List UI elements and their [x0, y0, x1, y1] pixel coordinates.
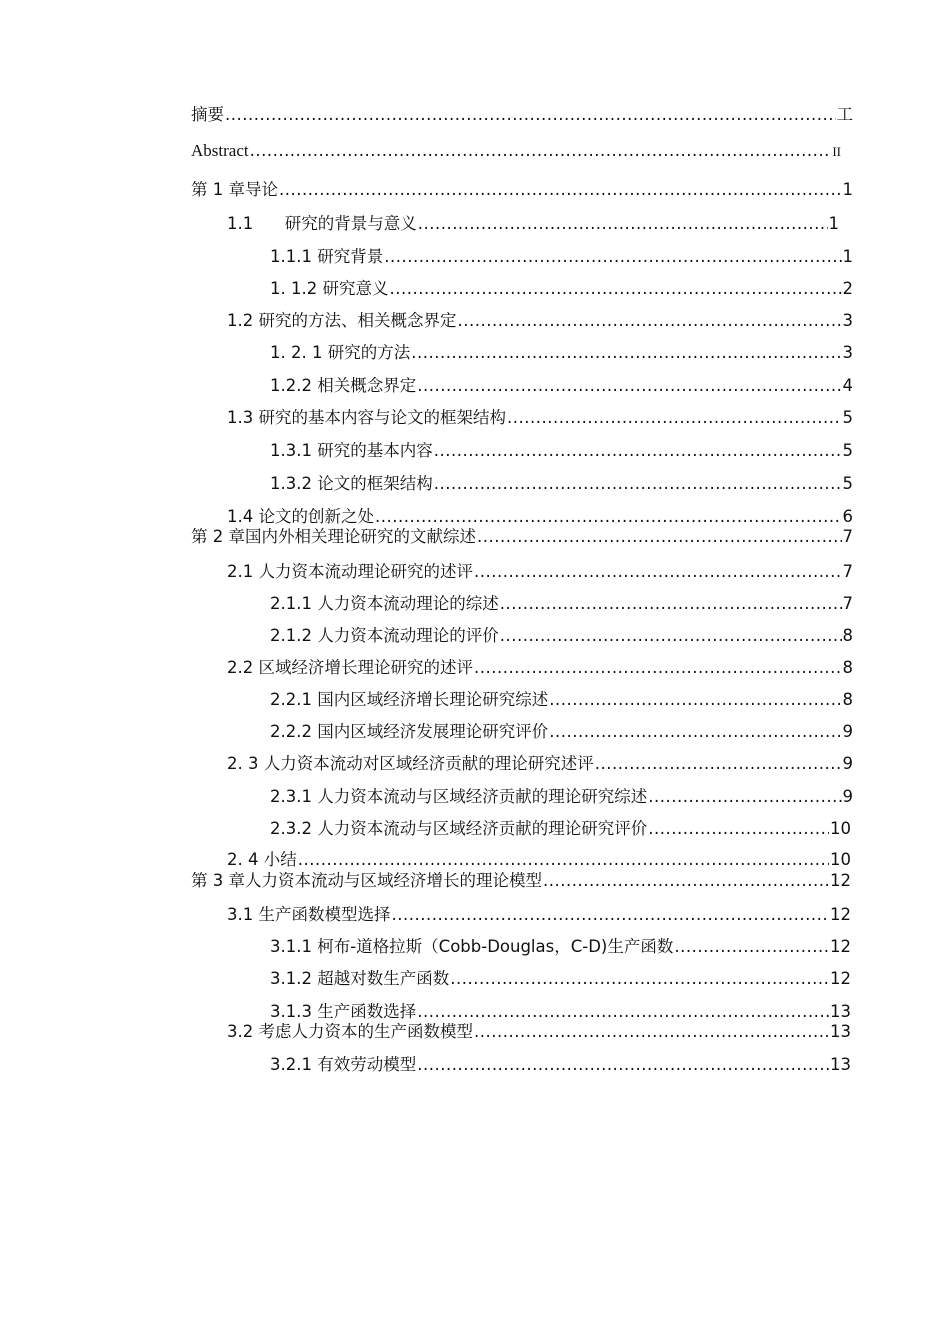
toc-title: 1. 1.2 研究意义 — [270, 279, 389, 298]
toc-entry-1-2[interactable] — [227, 310, 853, 332]
toc-entry-2-2-2[interactable] — [270, 721, 853, 743]
toc-page-number: 10 — [830, 850, 851, 869]
toc-leader — [674, 936, 829, 958]
toc-entry-1-3-1[interactable] — [270, 440, 853, 462]
toc-page-number: 12 — [830, 871, 851, 890]
toc-entry-chapter-1[interactable] — [191, 179, 853, 201]
toc-title: 第 3 章人力资本流动与区域经济增长的理论模型 — [191, 871, 542, 890]
toc-page-number: 12 — [830, 905, 851, 924]
toc-leader — [418, 213, 828, 235]
toc-entry-1-2-1[interactable] — [270, 342, 853, 364]
toc-page-number: 9 — [842, 787, 853, 806]
toc-page-number: 9 — [842, 722, 853, 741]
toc-title: 1.4 论文的创新之处 — [227, 507, 374, 526]
toc-leader — [375, 506, 842, 528]
toc-leader — [474, 657, 842, 679]
toc-entry-3-2[interactable] — [227, 1021, 851, 1043]
toc-title: 2. 4 小结 — [227, 850, 297, 869]
toc-entry-1-3-2[interactable] — [270, 473, 853, 495]
toc-entry-2-1-2[interactable] — [270, 625, 853, 647]
toc-entry-1-1-2[interactable] — [270, 278, 853, 300]
toc-page-number: 8 — [842, 690, 853, 709]
toc-entry-2-1[interactable] — [227, 561, 853, 583]
toc-page-number: 3 — [842, 343, 853, 362]
toc-title: 2.1.2 人力资本流动理论的评价 — [270, 626, 499, 645]
toc-page-number: 2 — [842, 279, 853, 298]
toc-leader — [411, 342, 841, 364]
toc-entry-2-3-2[interactable] — [270, 818, 851, 840]
toc-title: 1. 2. 1 研究的方法 — [270, 343, 411, 362]
toc-title: 1.3 研究的基本内容与论文的框架结构 — [227, 408, 506, 427]
toc-title: 1.1.1 研究背景 — [270, 247, 384, 266]
toc-entry-2-4[interactable] — [227, 849, 851, 871]
toc-page-number: 5 — [842, 441, 853, 460]
toc-leader — [500, 593, 842, 615]
toc-title: 3.2 考虑人力资本的生产函数模型 — [227, 1022, 473, 1041]
toc-leader — [474, 1021, 829, 1043]
toc-leader — [279, 179, 842, 201]
toc-entry-2-2-1[interactable] — [270, 689, 853, 711]
toc-page-number: 13 — [830, 1002, 851, 1021]
toc-title: 2.1 人力资本流动理论研究的述评 — [227, 562, 473, 581]
toc-leader — [549, 721, 841, 743]
toc-entry-3-2-1[interactable] — [270, 1054, 851, 1076]
toc-title: 1.1 研究的背景与意义 — [227, 214, 417, 233]
toc-leader — [225, 104, 836, 126]
toc-title: 第 1 章导论 — [191, 180, 278, 199]
toc-entry-1-3[interactable] — [227, 407, 853, 429]
toc-leader — [477, 526, 842, 548]
toc-title: 1.3.2 论文的框架结构 — [270, 474, 433, 493]
toc-entry-chapter-2[interactable] — [191, 526, 853, 548]
toc-leader — [648, 818, 829, 840]
toc-page-number: 12 — [830, 969, 851, 988]
toc-title: 3.2.1 有效劳动模型 — [270, 1055, 417, 1074]
toc-page-number: 7 — [842, 594, 853, 613]
toc-page-number: 13 — [830, 1022, 851, 1041]
toc-title: 2. 3 人力资本流动对区域经济贡献的理论研究述评 — [227, 754, 594, 773]
toc-entry-1-4[interactable] — [227, 506, 853, 528]
toc-leader — [434, 440, 842, 462]
toc-entry-3-1-2[interactable] — [270, 968, 851, 990]
toc-page-number: 7 — [842, 562, 853, 581]
toc-page-number: 6 — [842, 507, 853, 526]
toc-page-number: 5 — [842, 408, 853, 427]
toc-leader — [450, 968, 829, 990]
toc-leader — [417, 375, 841, 397]
toc-page-number: 1 — [842, 180, 853, 199]
toc-leader — [543, 870, 829, 892]
toc-title: 3.1 生产函数模型选择 — [227, 905, 391, 924]
toc-entry-2-1-1[interactable] — [270, 593, 853, 615]
toc-leader — [507, 407, 842, 429]
toc-leader — [595, 753, 842, 775]
toc-leader — [384, 246, 841, 268]
toc-page-number: II — [832, 144, 841, 159]
toc-page-number: 5 — [842, 474, 853, 493]
toc-entry-3-1-1[interactable] — [270, 936, 851, 958]
toc-title: 2.3.2 人力资本流动与区域经济贡献的理论研究评价 — [270, 819, 648, 838]
toc-title: 2.1.1 人力资本流动理论的综述 — [270, 594, 499, 613]
toc-page-number: 12 — [830, 937, 851, 956]
toc-page-number: 8 — [842, 626, 853, 645]
toc-leader — [389, 278, 841, 300]
toc-title: Abstract — [191, 141, 249, 160]
toc-page-number: 8 — [842, 658, 853, 677]
toc-title: 第 2 章国内外相关理论研究的文献综述 — [191, 527, 476, 546]
toc-title: 3.1.3 生产函数选择 — [270, 1002, 417, 1021]
toc-entry-3-1-3[interactable] — [270, 1001, 851, 1023]
toc-leader — [417, 1054, 829, 1076]
toc-leader — [648, 786, 841, 808]
toc-entry-abstract-en[interactable] — [191, 140, 841, 163]
toc-title: 1.3.1 研究的基本内容 — [270, 441, 433, 460]
toc-page-number: 1 — [828, 214, 839, 233]
toc-page-number: 4 — [842, 376, 853, 395]
toc-leader — [298, 849, 829, 871]
toc-entry-2-2[interactable] — [227, 657, 853, 679]
toc-leader — [474, 561, 842, 583]
toc-leader — [500, 625, 842, 647]
toc-entry-2-3[interactable] — [227, 753, 853, 775]
toc-page-number: 7 — [842, 527, 853, 546]
toc-page-number: 工 — [836, 105, 853, 124]
toc-entry-abstract-cn[interactable] — [191, 104, 853, 126]
toc-leader — [458, 310, 842, 332]
toc-entry-chapter-3[interactable] — [191, 870, 851, 892]
toc-title: 2.2.2 国内区域经济发展理论研究评价 — [270, 722, 549, 741]
toc-title: 3.1.2 超越对数生产函数 — [270, 969, 450, 988]
toc-title: 2.2.1 国内区域经济增长理论研究综述 — [270, 690, 549, 709]
toc-leader — [417, 1001, 829, 1023]
toc-entry-1-1[interactable] — [227, 213, 839, 235]
toc-page-number: 10 — [830, 819, 851, 838]
toc-leader — [549, 689, 841, 711]
toc-title: 2.3.1 人力资本流动与区域经济贡献的理论研究综述 — [270, 787, 648, 806]
toc-page-number: 1 — [842, 247, 853, 266]
toc-page-number: 3 — [842, 311, 853, 330]
toc-title: 1.2 研究的方法、相关概念界定 — [227, 311, 457, 330]
toc-page-number: 13 — [830, 1055, 851, 1074]
toc-leader — [392, 904, 830, 926]
toc-entry-2-3-1[interactable] — [270, 786, 853, 808]
toc-page-number: 9 — [842, 754, 853, 773]
toc-leader — [434, 473, 842, 495]
toc-title: 3.1.1 柯布-道格拉斯（Cobb-Douglas，C-D)生产函数 — [270, 937, 674, 956]
toc-leader — [250, 140, 832, 162]
toc-entry-1-1-1[interactable] — [270, 246, 853, 268]
toc-entry-3-1[interactable] — [227, 904, 851, 926]
toc-entry-1-2-2[interactable] — [270, 375, 853, 397]
toc-title: 2.2 区域经济增长理论研究的述评 — [227, 658, 473, 677]
toc-title: 摘要 — [191, 105, 224, 124]
toc-title: 1.2.2 相关概念界定 — [270, 376, 417, 395]
